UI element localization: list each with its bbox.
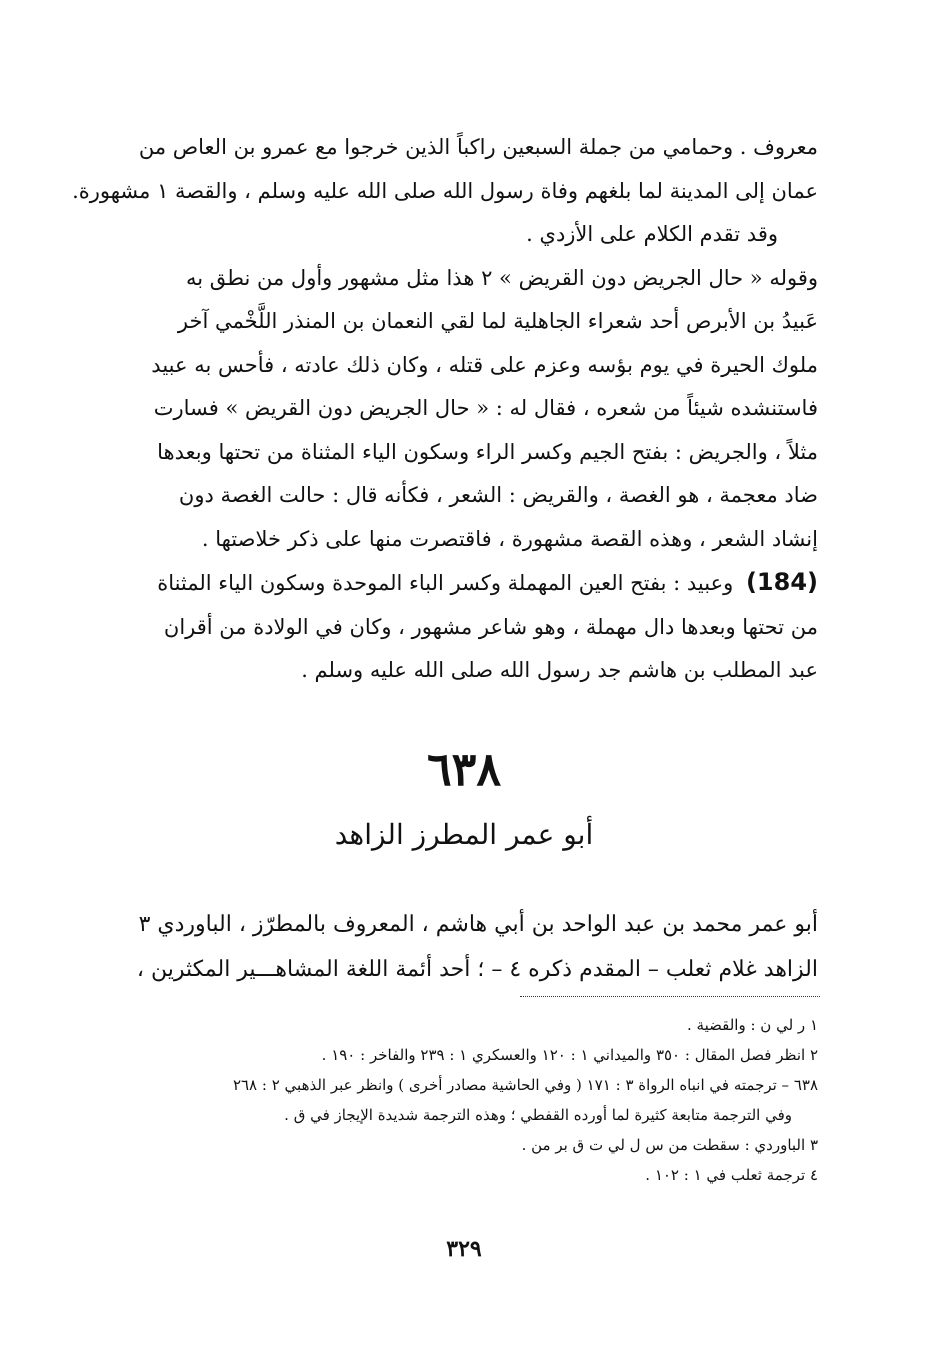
footnote-continuation: وفي الترجمة متابعة كثيرة لما أورده القفطي ؛ وهذه الترجمة شديدة الإيجاز في ق . (284, 1106, 792, 1124)
footnote: ٣ الباوردي : سقطت من س ل لي ت ق بر من . (521, 1136, 818, 1154)
entry-body (118, 902, 818, 992)
entry-title: أبو عمر المطرز الزاهد (334, 818, 594, 851)
text-line: عَبيدُ بن الأبرص أحد شعراء الجاهلية لما لقي النعمان بن المنذر اللَّخْمي آخر (177, 309, 818, 333)
text-line: وقوله « حال الجريض دون القريض » ٢ هذا مثل مشهور وأول من نطق به (185, 265, 818, 290)
text-line: أبو عمر محمد بن عبد الواحد بن أبي هاشم ، المعروف بالمطرّز ، الباوردي ٣ (138, 912, 818, 937)
azdi-note: وقد تقدم الكلام على الأزدي . (526, 222, 778, 246)
text-line: عبد المطلب بن هاشم جد رسول الله صلى الله عليه وسلم . (301, 658, 818, 682)
footnote: ٢ انظر فصل المقال : ٣٥٠ والميداني ١ : ١٢٠ والعسكري ١ : ٢٣٩ والفاخر : ١٩٠ . (321, 1046, 818, 1064)
text-line: من تحتها وبعدها دال مهملة ، وهو شاعر مشهور ، وكان في الولادة من أقران (163, 614, 818, 639)
text-line: مثلاً ، والجريض : بفتح الجيم وكسر الراء وسكون الياء المثناة من تحتها وبعدها (157, 439, 818, 464)
page-number: ٣٢٩ (446, 1236, 482, 1262)
main-text (72, 126, 818, 693)
text-line: إنشاد الشعر ، وهذه القصة مشهورة ، فاقتصرت منها على ذكر خلاصتها . (201, 526, 818, 551)
text-line: فاستنشده شيئاً من شعره ، فقال له : « حال الجريض دون القريض » فسارت (153, 396, 818, 420)
ubayd-paragraph (118, 561, 818, 693)
text-line: ضاد معجمة ، هو الغصة ، والقريض : الشعر ، فكأنه قال : حالت الغصة دون (178, 483, 818, 507)
entry-number: ٦٣٨ (426, 742, 502, 796)
section-marker: (184) (745, 568, 818, 596)
footnote: ٤ ترجمة ثعلب في ١ : ١٠٢ . (645, 1166, 818, 1184)
text-line: ملوك الحيرة في يوم بؤسه وعزم على قتله ، وكان ذلك عادته ، فأحس به عبيد (151, 352, 818, 377)
footnotes (118, 1010, 818, 1190)
text-line: وعبيد : بفتح العين المهملة وكسر الباء الموحدة وسكون الياء المثناة (157, 571, 734, 595)
footnote: ١ ر لي ن : والقضية . (687, 1016, 818, 1034)
footnote: ٦٣٨ – ترجمته في انباه الرواة ٣ : ١٧١ ( وفي الحاشية مصادر أخرى ) وانظر عبر الذهبي ٢ : ٢٦٨ (232, 1076, 818, 1094)
text-line: الزاهد غلام ثعلب – المقدم ذكره ٤ – ؛ أحد أئمة اللغة المشاهـــير المكثرين ، (136, 957, 818, 982)
text-line: معروف . وحمامي من جملة السبعين راكباً الذين خرجوا مع عمرو بن العاص من (138, 135, 818, 159)
continuation-paragraph (72, 126, 818, 257)
proverb-paragraph (118, 257, 818, 562)
footnote-divider (520, 996, 820, 997)
text-line: عمان إلى المدينة لما بلغهم وفاة رسول الله صلى الله عليه وسلم ، والقصة ١ مشهورة. (72, 178, 818, 203)
